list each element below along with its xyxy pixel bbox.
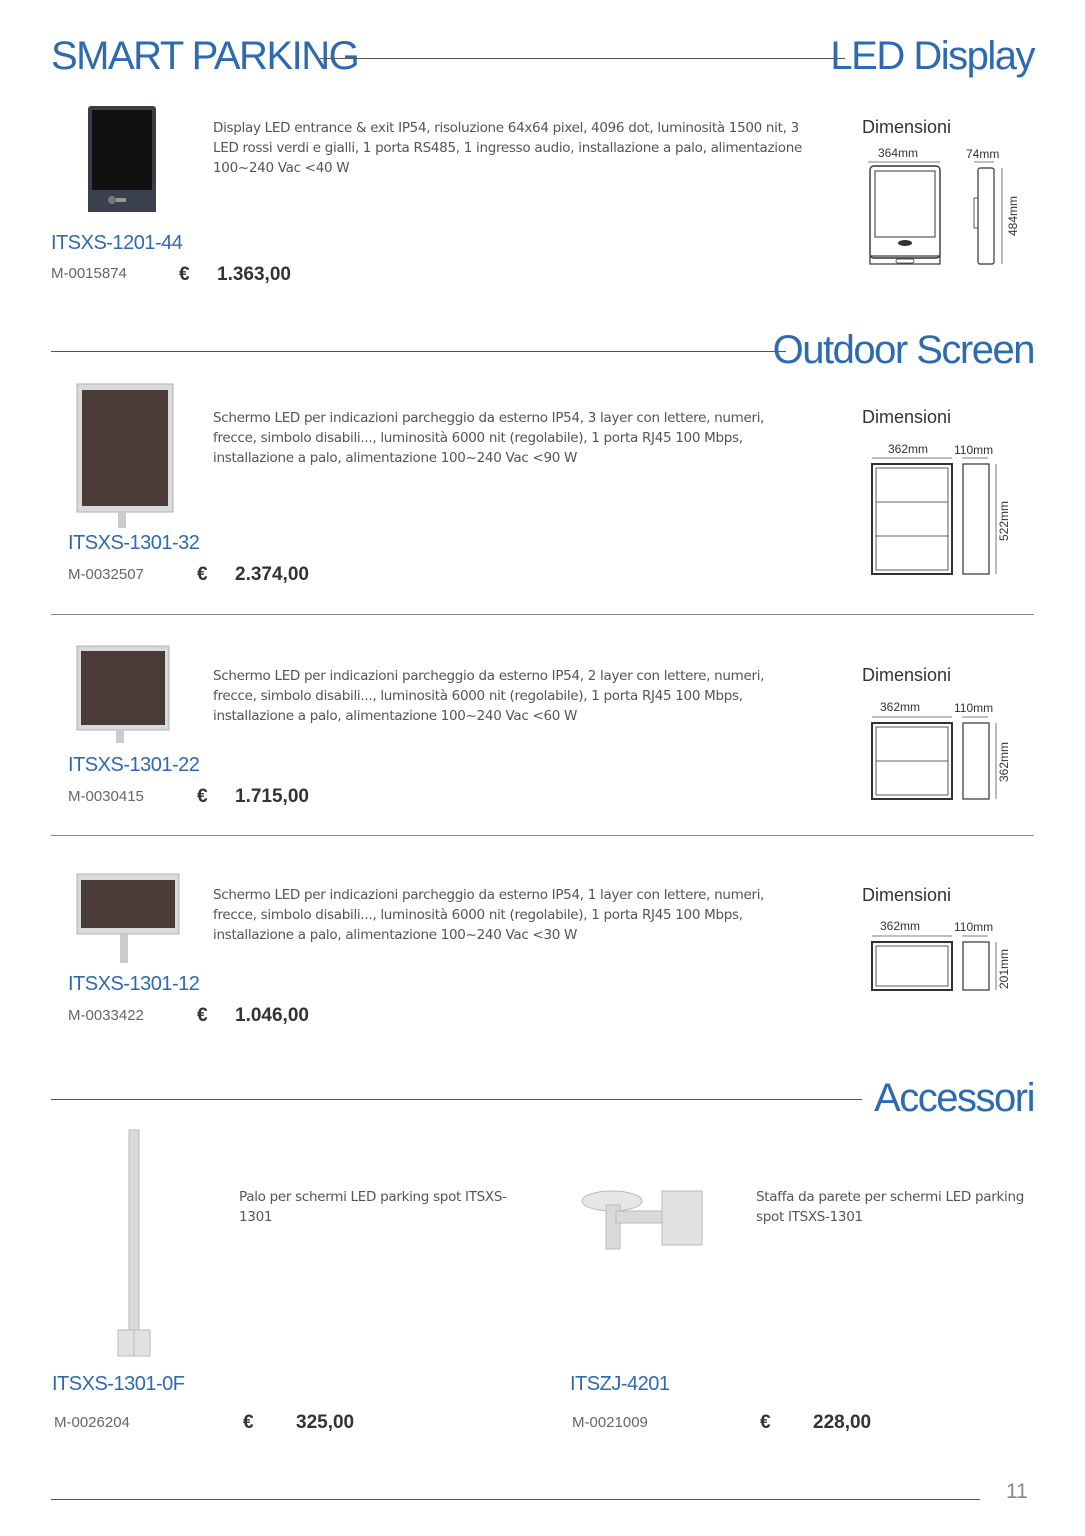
dimensions-title: Dimensioni	[862, 117, 952, 137]
outdoor-screen-1-layer-dimension-drawing	[862, 934, 1002, 994]
product-description: Schermo LED per indicazioni parcheggio da esterno IP54, 2 layer con lettere, numeri, frecce, simbolo disabili..., luminosità 6000 nit (regolabile), 1 porta RJ45 100 Mbps, installazione a palo, alimentazione 100~240 Vac <60 W	[213, 668, 765, 724]
dimension-height: 522mm	[997, 500, 1011, 541]
accessory-mcode: M-0021009	[572, 1414, 648, 1431]
dimensions-title: Dimensioni	[862, 665, 952, 685]
product-description: Schermo LED per indicazioni parcheggio da esterno IP54, 3 layer con lettere, numeri, frecce, simbolo disabili..., luminosità 6000 nit (regolabile), 1 porta RJ45 100 Mbps, installazione a palo, alimentazione 100~240 Vac <90 W	[213, 410, 765, 466]
dimension-height: 201mm	[997, 948, 1011, 989]
product-price: 1.046,00	[235, 1005, 309, 1026]
product-mcode: M-0030415	[68, 788, 144, 805]
accessory-code: ITSZJ-4201	[570, 1373, 670, 1395]
product-price: 2.374,00	[235, 564, 309, 585]
accessory-description: Staffa da parete per schermi LED parking spot ITSXS-1301	[756, 1189, 1024, 1225]
dimension-width: 364mm	[878, 146, 919, 160]
section-title-accessori: Accessori	[874, 1076, 1034, 1120]
row-divider	[51, 614, 1034, 615]
section-rule	[51, 351, 786, 352]
dimension-height: 484mm	[1006, 195, 1020, 236]
section-title-outdoor-screen: Outdoor Screen	[772, 328, 1034, 372]
page-title: SMART PARKING	[51, 34, 359, 78]
accessory-description: Palo per schermi LED parking spot ITSXS-1301	[239, 1189, 507, 1225]
wall-bracket-image	[576, 1185, 706, 1257]
page-number: 11	[1006, 1480, 1028, 1503]
product-code: ITSXS-1301-32	[68, 532, 200, 554]
product-code: ITSXS-1201-44	[51, 232, 183, 254]
dimensions-title: Dimensioni	[862, 885, 952, 905]
currency-symbol: €	[243, 1412, 254, 1433]
currency-symbol: €	[197, 786, 208, 807]
led-display-dimension-drawing	[862, 158, 1012, 270]
dimension-depth: 74mm	[966, 147, 1000, 161]
accessory-price: 325,00	[296, 1412, 355, 1433]
product-price: 1.363,00	[217, 264, 291, 285]
product-mcode: M-0015874	[51, 265, 127, 282]
currency-symbol: €	[197, 564, 208, 585]
dimension-height: 362mm	[997, 741, 1011, 782]
dimension-width: 362mm	[880, 700, 921, 714]
dimensions-title: Dimensioni	[862, 407, 952, 427]
currency-symbol: €	[179, 264, 190, 285]
outdoor-screen-1-layer-image	[76, 873, 180, 963]
outdoor-screen-2-layer-image	[76, 645, 170, 743]
row-divider	[51, 835, 1034, 836]
outdoor-screen-3-layer-image	[76, 383, 176, 528]
currency-symbol: €	[760, 1412, 771, 1433]
accessory-mcode: M-0026204	[54, 1414, 130, 1431]
product-description: Schermo LED per indicazioni parcheggio da esterno IP54, 1 layer con lettere, numeri, frecce, simbolo disabili..., luminosità 6000 nit (regolabile), 1 porta RJ45 100 Mbps, installazione a palo, alimentazione 100~240 Vac <30 W	[213, 887, 765, 943]
dimension-width: 362mm	[880, 919, 921, 933]
header-rule	[320, 58, 845, 59]
product-code: ITSXS-1301-12	[68, 973, 200, 995]
outdoor-screen-3-layer-dimension-drawing	[862, 456, 1002, 578]
pole-image	[112, 1130, 154, 1358]
section-title-led-display: LED Display	[830, 34, 1034, 78]
product-code: ITSXS-1301-22	[68, 754, 200, 776]
outdoor-screen-2-layer-dimension-drawing	[862, 715, 1002, 805]
led-display-image	[86, 104, 160, 216]
product-description: Display LED entrance & exit IP54, risoluzione 64x64 pixel, 4096 dot, luminosità 1500 nit, 3 LED rossi verdi e gialli, 1 porta RS485, 1 ingresso audio, installazione a palo, alimentazione 100~240 Vac <40 W	[213, 120, 802, 176]
product-price: 1.715,00	[235, 786, 309, 807]
dimension-width: 362mm	[888, 442, 929, 456]
dimension-depth: 110mm	[954, 701, 994, 715]
product-mcode: M-0032507	[68, 566, 144, 583]
footer-rule	[51, 1499, 980, 1500]
product-mcode: M-0033422	[68, 1007, 144, 1024]
dimension-depth: 110mm	[954, 443, 994, 457]
currency-symbol: €	[197, 1005, 208, 1026]
dimension-depth: 110mm	[954, 920, 994, 934]
section-rule	[51, 1099, 862, 1100]
accessory-code: ITSXS-1301-0F	[52, 1373, 185, 1395]
accessory-price: 228,00	[813, 1412, 872, 1433]
